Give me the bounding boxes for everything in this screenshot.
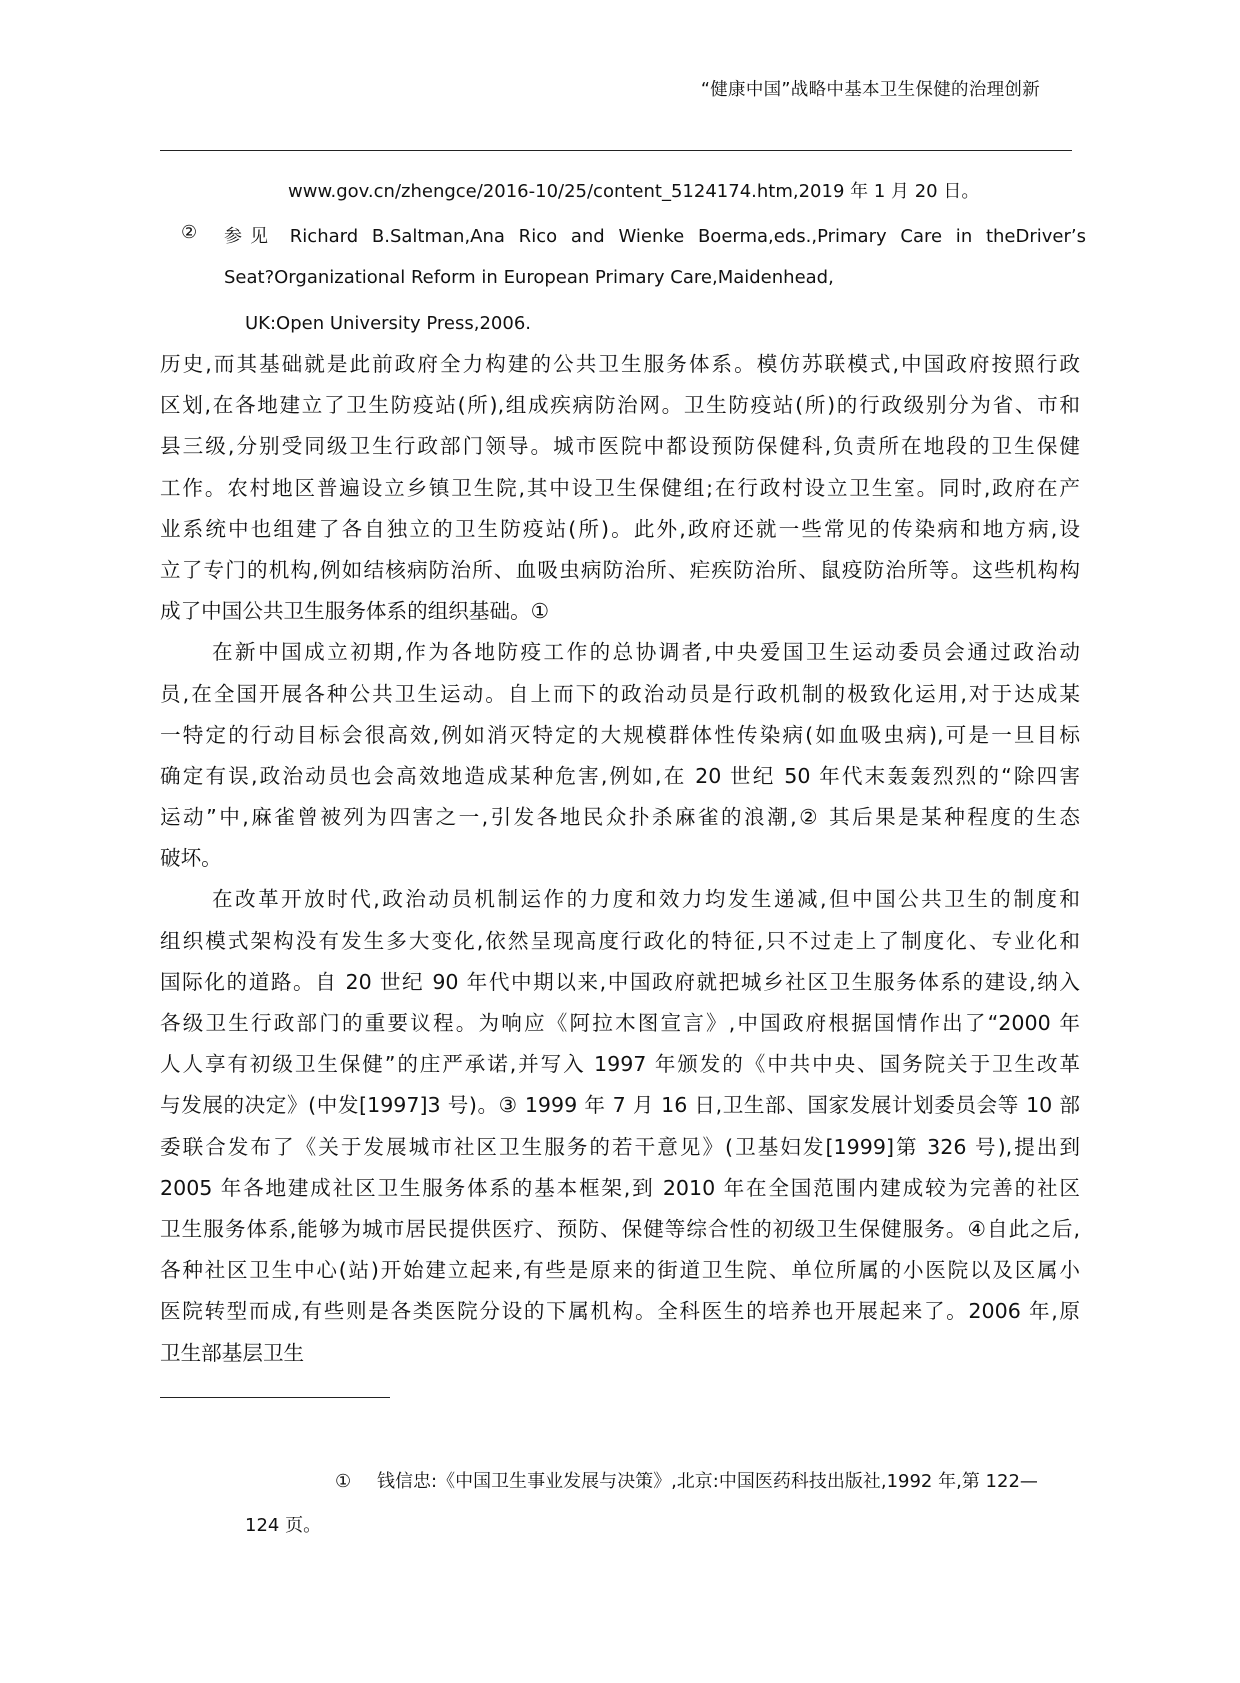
body-line: 运动”中,麻雀曾被列为四害之一,引发各地民众扑杀麻雀的浪潮,② 其后果是某种程度的生态: [160, 805, 1080, 830]
footnote-rule: [160, 1397, 390, 1398]
body-line: 人人享有初级卫生保健”的庄严承诺,并写入 1997 年颁发的《中共中央、国务院关于卫生改革: [160, 1052, 1080, 1077]
body-line: 各级卫生行政部门的重要议程。为响应《阿拉木图宣言》,中国政府根据国情作出了“2000 年: [160, 1011, 1080, 1035]
body-line: 县三级,分别受同级卫生行政部门领导。城市医院中都设预防保健科,负责所在地段的卫生保健: [160, 434, 1080, 459]
body-line: 立了专门的机构,例如结核病防治所、血吸虫病防治所、疟疾防治所、鼠疫防治所等。这些机构构: [160, 557, 1080, 582]
body-line: 破坏。: [160, 846, 222, 871]
body-line: 员,在全国开展各种公共卫生运动。自上而下的政治动员是行政机制的极致化运用,对于达成某: [160, 681, 1080, 706]
footnote-1-line-2: 124 页。: [245, 1515, 322, 1536]
footnote-2-line-3: UK:Open University Press,2006.: [245, 313, 531, 334]
body-line: 业系统中也组建了各自独立的卫生防疫站(所)。此外,政府还就一些常见的传染病和地方病,设: [160, 516, 1080, 541]
footnote-1-text: 钱信忠:《中国卫生事业发展与决策》,北京:中国医药科技出版社,1992 年,第 122—: [377, 1471, 1038, 1492]
body-line: 与发展的决定》(中发[1997]3 号)。③ 1999 年 7 月 16 日,卫生部、国家发展计划委员会等 10 部: [160, 1093, 1080, 1118]
body-line: 区划,在各地建立了卫生防疫站(所),组成疾病防治网。卫生防疫站(所)的行政级别分为省、市和: [160, 393, 1080, 418]
footnote-2-line-1: 参见 Richard B.Saltman,Ana Rico and Wienke Boerma,eds.,Primary Care in theDriver’s: [224, 226, 1086, 247]
body-line: 委联合发布了《关于发展城市社区卫生服务的若干意见》(卫基妇发[1999]第 326 号),提出到: [160, 1134, 1080, 1159]
body-line: 成了中国公共卫生服务体系的组织基础。①: [160, 599, 550, 624]
body-line: 卫生服务体系,能够为城市居民提供医疗、预防、保健等综合性的初级卫生保健服务。④自此之后,: [160, 1216, 1080, 1241]
body-line: 在改革开放时代,政治动员机制运作的力度和效力均发生递减,但中国公共卫生的制度和: [212, 887, 1080, 912]
body-line: 组织模式架构没有发生多大变化,依然呈现高度行政化的特征,只不过走上了制度化、专业化和: [160, 928, 1080, 953]
footnote-1-marker: ①: [335, 1471, 352, 1492]
body-line: 医院转型而成,有些则是各类医院分设的下属机构。全科医生的培养也开展起来了。2006 年,原: [160, 1299, 1080, 1324]
body-line: 历史,而其基础就是此前政府全力构建的公共卫生服务体系。模仿苏联模式,中国政府按照行政: [160, 352, 1080, 376]
header-rule: [160, 150, 1072, 151]
running-title: “健康中国”战略中基本卫生保健的治理创新: [700, 80, 1040, 100]
body-line: 确定有误,政治动员也会高效地造成某种危害,例如,在 20 世纪 50 年代末轰轰烈烈的“除四害: [160, 763, 1080, 788]
footnote-2-line-2: Seat?Organizational Reform in European Primary Care,Maidenhead,: [224, 267, 834, 288]
body-line: 一特定的行动目标会很高效,例如消灭特定的大规模群体性传染病(如血吸虫病),可是一旦目标: [160, 722, 1080, 747]
body-line: 在新中国成立初期,作为各地防疫工作的总协调者,中央爱国卫生运动委员会通过政治动: [212, 640, 1080, 665]
body-line: 国际化的道路。自 20 世纪 90 年代中期以来,中国政府就把城乡社区卫生服务体系的建设,纳入: [160, 969, 1080, 994]
body-line: 2005 年各地建成社区卫生服务体系的基本框架,到 2010 年在全国范围内建成较为完善的社区: [160, 1175, 1080, 1200]
body-line: 各种社区卫生中心(站)开始建立起来,有些是原来的街道卫生院、单位所属的小医院以及区属小: [160, 1258, 1080, 1283]
body-line: 工作。农村地区普遍设立乡镇卫生院,其中设卫生保健组;在行政村设立卫生室。同时,政府在产: [160, 475, 1080, 500]
body-text: [160, 344, 1080, 1374]
footnote-2-marker: ②: [181, 222, 198, 243]
body-line: 卫生部基层卫生: [160, 1340, 305, 1365]
footnote-continued-url: www.gov.cn/zhengce/2016-10/25/content_5124174.htm,2019 年 1 月 20 日。: [288, 181, 980, 202]
footnote-1-line-1: [335, 1467, 1083, 1493]
